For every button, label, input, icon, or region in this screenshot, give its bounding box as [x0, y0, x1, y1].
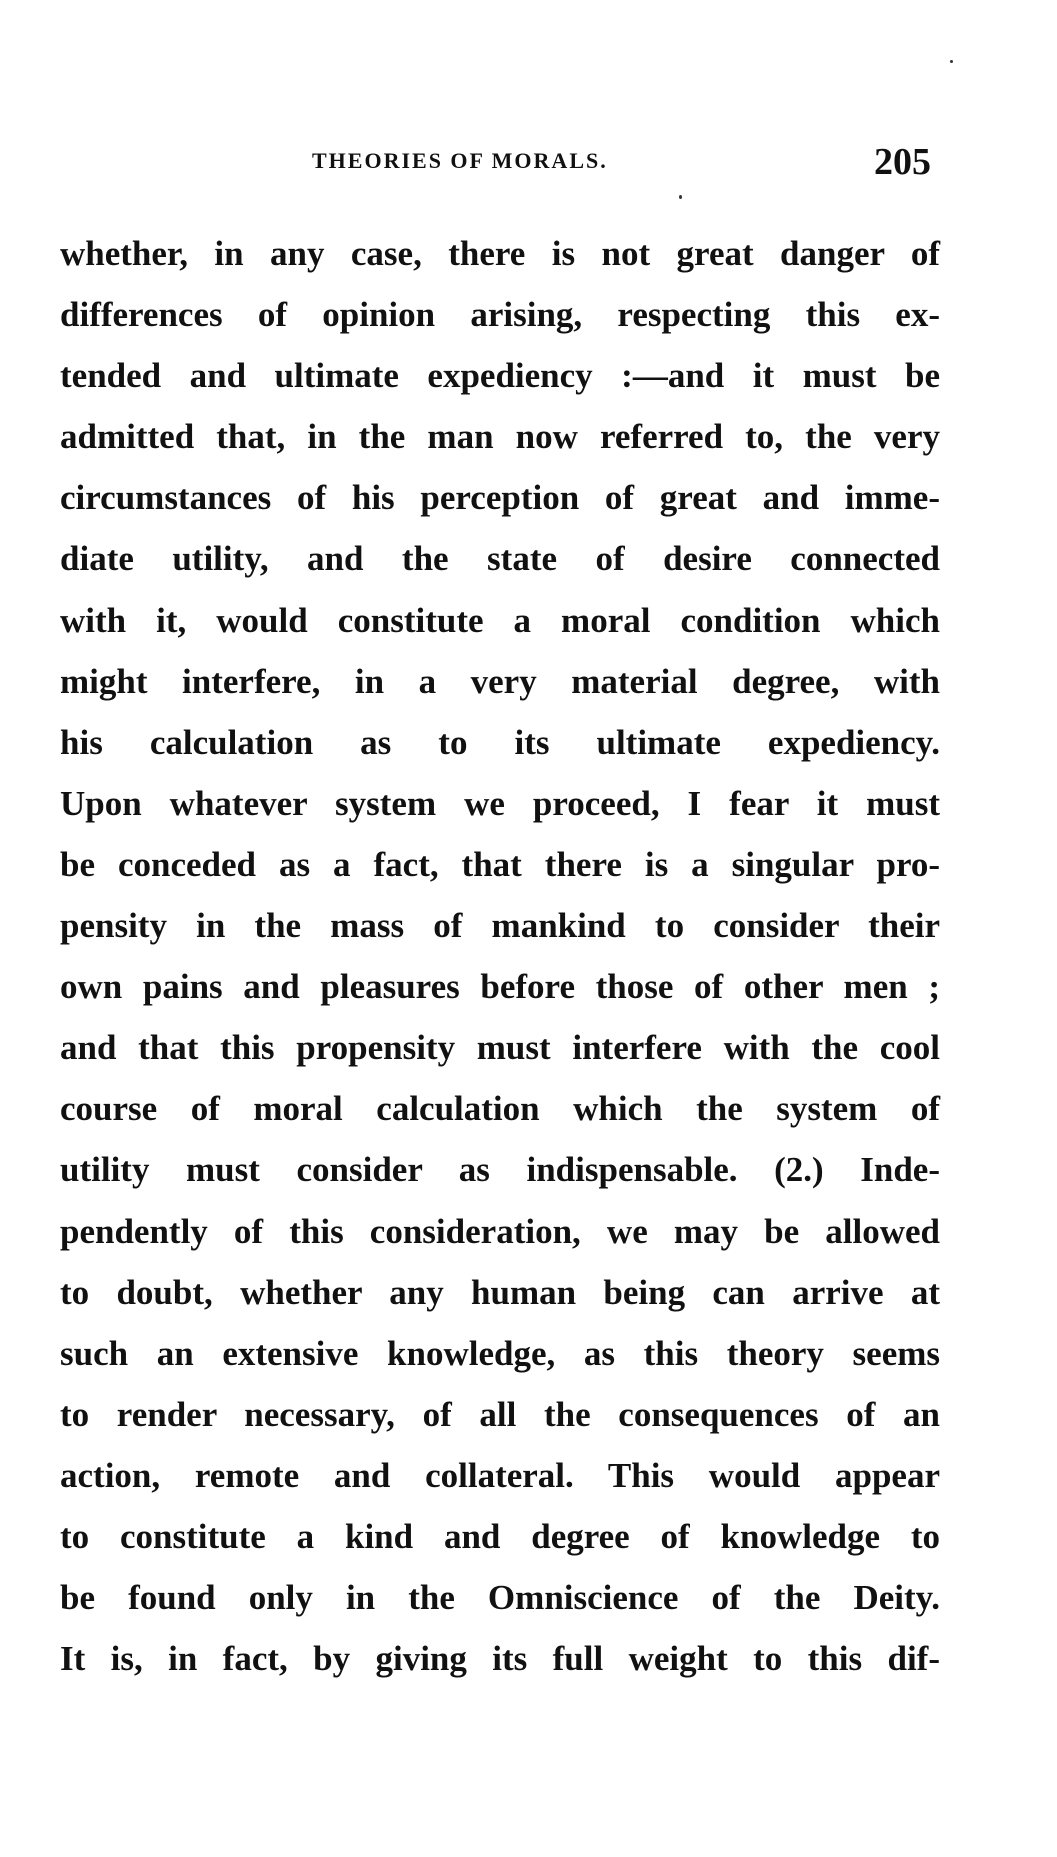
- text-line: admitted that, in the man now referred to, the very: [60, 417, 940, 457]
- text-line: utility must consider as indispensable. (2.) Inde-: [60, 1150, 940, 1190]
- text-line: action, remote and collateral. This would appear: [60, 1455, 940, 1495]
- ink-speck: [679, 195, 682, 199]
- text-line: It is, in fact, by giving its full weight to this dif-: [60, 1639, 940, 1679]
- text-line: differences of opinion arising, respecting this ex-: [60, 295, 940, 335]
- text-line: with it, would constitute a moral condition which: [60, 600, 940, 640]
- text-line: circumstances of his perception of great and imme-: [60, 478, 940, 518]
- running-title: THEORIES OF MORALS.: [312, 148, 608, 173]
- ink-speck: [950, 60, 953, 63]
- text-line: might interfere, in a very material degree, with: [60, 661, 940, 701]
- body-text: [60, 223, 940, 1689]
- text-line: be found only in the Omniscience of the Deity.: [60, 1578, 940, 1618]
- text-line: to doubt, whether any human being can arrive at: [60, 1272, 940, 1312]
- text-line: whether, in any case, there is not great danger of: [60, 234, 940, 273]
- text-line: and that this propensity must interfere with the cool: [60, 1028, 940, 1068]
- text-line: be conceded as a fact, that there is a singular pro-: [60, 844, 940, 884]
- page-number: 205: [874, 141, 931, 183]
- text-line: his calculation as to its ultimate expediency.: [60, 722, 940, 762]
- running-head: [0, 140, 1057, 190]
- text-line: own pains and pleasures before those of other men ;: [60, 967, 940, 1007]
- text-line: pendently of this consideration, we may be allowed: [60, 1211, 940, 1251]
- text-line: Upon whatever system we proceed, I fear it must: [60, 783, 940, 823]
- text-line: pensity in the mass of mankind to consider their: [60, 906, 940, 946]
- text-line: course of moral calculation which the system of: [60, 1089, 940, 1129]
- text-line: such an extensive knowledge, as this theory seems: [60, 1333, 940, 1373]
- text-line: diate utility, and the state of desire connected: [60, 539, 940, 579]
- text-line: tended and ultimate expediency :—and it must be: [60, 356, 940, 396]
- text-line: to constitute a kind and degree of knowledge to: [60, 1516, 940, 1556]
- text-line: to render necessary, of all the consequences of an: [60, 1394, 940, 1434]
